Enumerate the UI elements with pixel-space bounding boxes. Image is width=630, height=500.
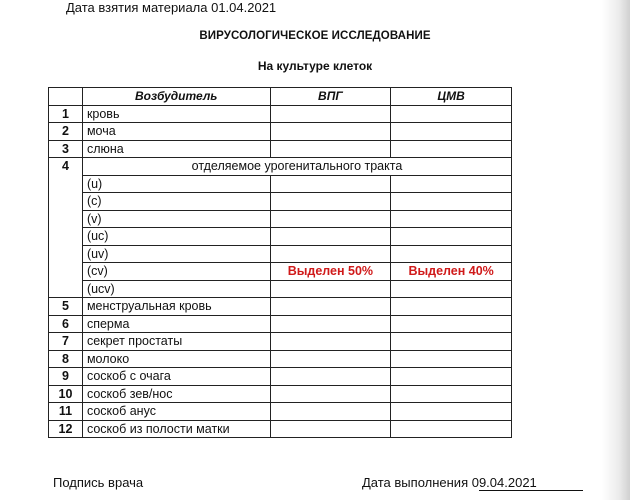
- subrow-cmv-result: [391, 245, 512, 263]
- subrow-material: (uc): [82, 228, 270, 246]
- row-cmv-result: [391, 105, 512, 123]
- row-number: 6: [49, 315, 83, 333]
- table-subrow: [49, 280, 512, 298]
- row-vpg-result: [270, 368, 391, 386]
- subrow-material: (v): [82, 210, 270, 228]
- subrow-vpg-result: [270, 210, 391, 228]
- completion-date-label: Дата выполнения 0: [362, 475, 479, 490]
- table-subrow: [49, 175, 512, 193]
- row-cmv-result: [391, 368, 512, 386]
- row-vpg-result: [270, 140, 391, 158]
- row-material: секрет простаты: [82, 333, 270, 351]
- subrow-material: (ucv): [82, 280, 270, 298]
- table-subrow: [49, 193, 512, 211]
- table-subrow: [49, 263, 512, 281]
- row-material: менструальная кровь: [82, 298, 270, 316]
- table-row: [49, 140, 512, 158]
- table-subrow: [49, 228, 512, 246]
- table-row: [49, 403, 512, 421]
- subrow-cmv-result: [391, 228, 512, 246]
- row-number: 12: [49, 420, 83, 438]
- row-number: 10: [49, 385, 83, 403]
- row-vpg-result: [270, 105, 391, 123]
- column-header-pathogen: Возбудитель: [82, 88, 270, 106]
- table-row-group-header: [49, 158, 512, 176]
- subrow-vpg-result-positive: Выделен 50%: [270, 263, 391, 281]
- row-cmv-result: [391, 403, 512, 421]
- table-row: [49, 350, 512, 368]
- table-row: [49, 105, 512, 123]
- row-vpg-result: [270, 333, 391, 351]
- subrow-cmv-result: [391, 193, 512, 211]
- subrow-vpg-result: [270, 193, 391, 211]
- table-subrow: [49, 245, 512, 263]
- subrow-material: (c): [82, 193, 270, 211]
- row-material: соскоб анус: [82, 403, 270, 421]
- subrow-material: (uv): [82, 245, 270, 263]
- row-cmv-result: [391, 350, 512, 368]
- table-row: [49, 385, 512, 403]
- row-number: 3: [49, 140, 83, 158]
- table-row: [49, 298, 512, 316]
- row-cmv-result: [391, 123, 512, 141]
- subrow-material: (cv): [82, 263, 270, 281]
- row-material: сперма: [82, 315, 270, 333]
- row-vpg-result: [270, 420, 391, 438]
- table-row: [49, 315, 512, 333]
- row-material: молоко: [82, 350, 270, 368]
- table-subrow: [49, 210, 512, 228]
- row-material: моча: [82, 123, 270, 141]
- row-number: 11: [49, 403, 83, 421]
- table-row: [49, 123, 512, 141]
- row-cmv-result: [391, 333, 512, 351]
- table-row: [49, 420, 512, 438]
- row-material: соскоб из полости матки: [82, 420, 270, 438]
- group-title: отделяемое урогенитального тракта: [82, 158, 511, 176]
- subrow-cmv-result: [391, 280, 512, 298]
- row-vpg-result: [270, 315, 391, 333]
- document-subtitle: На культуре клеток: [257, 59, 373, 73]
- row-vpg-result: [270, 403, 391, 421]
- row-number: 2: [49, 123, 83, 141]
- completion-date-value: 9.04.2021: [479, 475, 583, 491]
- row-number: 9: [49, 368, 83, 386]
- row-cmv-result: [391, 385, 512, 403]
- table-row: [49, 333, 512, 351]
- doctor-signature-label: Подпись врача: [53, 475, 144, 490]
- subrow-cmv-result: [391, 210, 512, 228]
- page-edge-shadow: [602, 0, 630, 500]
- row-number: 1: [49, 105, 83, 123]
- row-vpg-result: [270, 298, 391, 316]
- document-title: ВИРУСОЛОГИЧЕСКОЕ ИССЛЕДОВАНИЕ: [199, 30, 431, 42]
- date-taken: Дата взятия материала 01.04.2021: [66, 0, 277, 15]
- row-number: 5: [49, 298, 83, 316]
- row-material: соскоб зев/нос: [82, 385, 270, 403]
- row-cmv-result: [391, 298, 512, 316]
- subrow-vpg-result: [270, 280, 391, 298]
- row-number: 4: [49, 158, 83, 298]
- row-vpg-result: [270, 385, 391, 403]
- table-row: [49, 368, 512, 386]
- subrow-material: (u): [82, 175, 270, 193]
- row-vpg-result: [270, 350, 391, 368]
- table-header-row: [49, 88, 512, 106]
- column-header-vpg: ВПГ: [270, 88, 391, 106]
- row-cmv-result: [391, 315, 512, 333]
- subrow-vpg-result: [270, 245, 391, 263]
- column-header-num: [49, 88, 83, 106]
- row-number: 8: [49, 350, 83, 368]
- row-number: 7: [49, 333, 83, 351]
- row-material: соскоб с очага: [82, 368, 270, 386]
- completion-date: [362, 475, 583, 491]
- row-vpg-result: [270, 123, 391, 141]
- row-cmv-result: [391, 140, 512, 158]
- subrow-vpg-result: [270, 228, 391, 246]
- results-table: [48, 87, 512, 438]
- subrow-cmv-result-positive: Выделен 40%: [391, 263, 512, 281]
- row-cmv-result: [391, 420, 512, 438]
- row-material: слюна: [82, 140, 270, 158]
- subrow-vpg-result: [270, 175, 391, 193]
- column-header-cmv: ЦМВ: [391, 88, 512, 106]
- row-material: кровь: [82, 105, 270, 123]
- subrow-cmv-result: [391, 175, 512, 193]
